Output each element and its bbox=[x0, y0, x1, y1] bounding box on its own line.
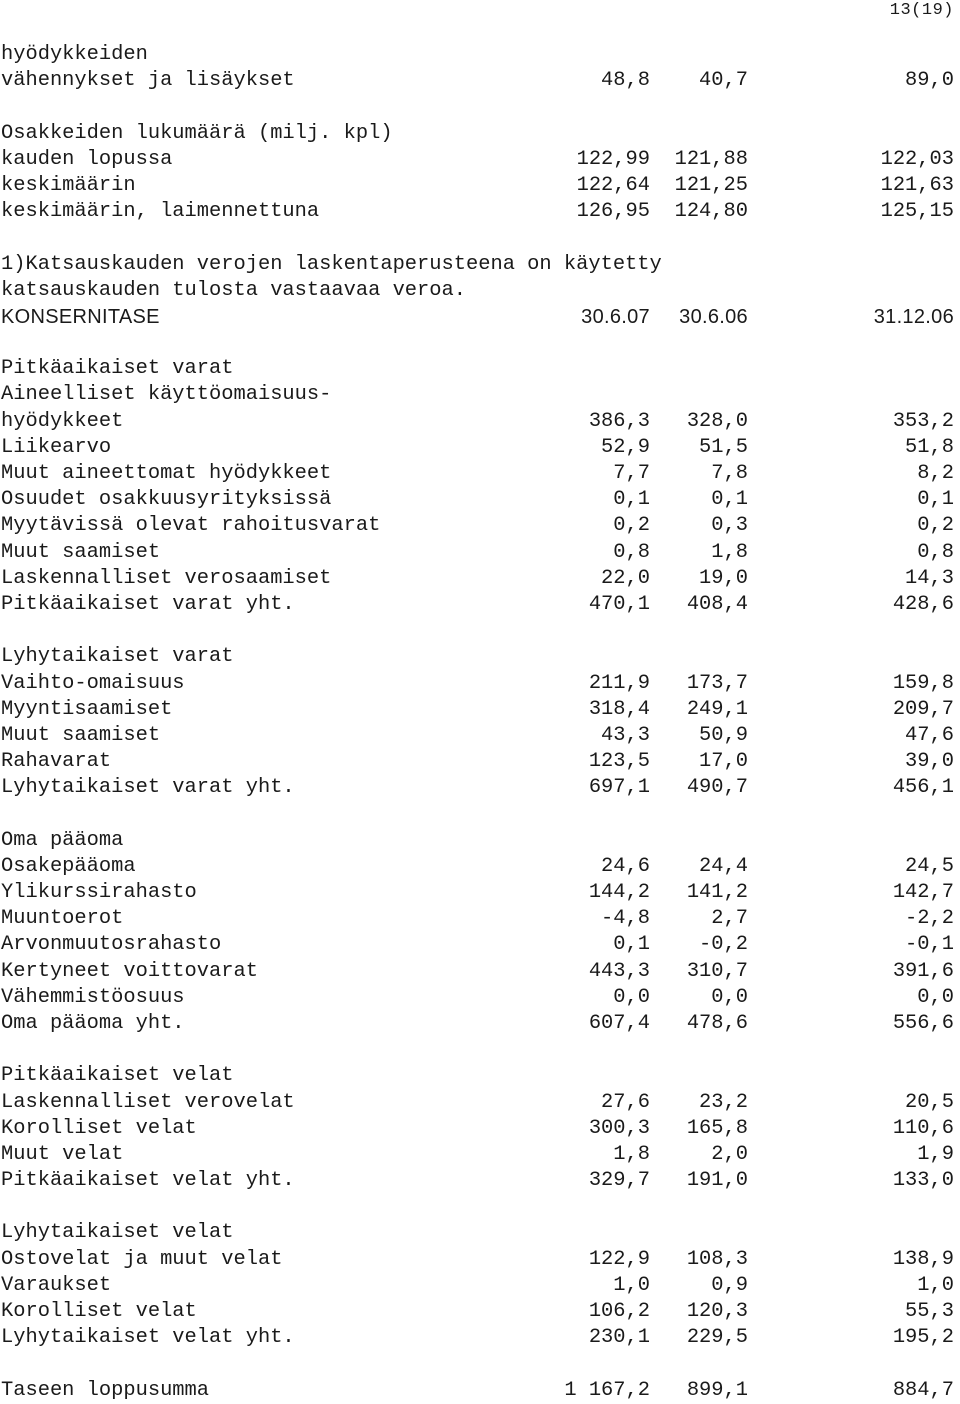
table-row bbox=[0, 1273, 960, 1299]
row-label: Pitkäaikaiset velat bbox=[1, 1064, 234, 1088]
value-column-1: 122,99 bbox=[576, 147, 650, 171]
table-row bbox=[0, 278, 960, 304]
table-row bbox=[0, 959, 960, 985]
value-column-2: 141,2 bbox=[686, 881, 748, 904]
value-column-3: 31.12.06 bbox=[873, 305, 954, 328]
row-label: Pitkäaikaiset varat yht. bbox=[1, 592, 295, 616]
row-label: Korolliset velat bbox=[1, 1116, 197, 1140]
value-column-2: 17,0 bbox=[699, 750, 748, 774]
value-column-2: 121,25 bbox=[674, 173, 748, 197]
value-column-2: 120,3 bbox=[686, 1300, 748, 1323]
row-label: Muuntoerot bbox=[1, 907, 124, 931]
value-column-1: 144,2 bbox=[588, 881, 650, 904]
value-column-2: 0,1 bbox=[711, 488, 748, 512]
value-column-2: 108,3 bbox=[686, 1247, 748, 1271]
value-column-2: 1,8 bbox=[711, 540, 748, 564]
row-label: Osuudet osakkuusyrityksissä bbox=[1, 488, 332, 512]
table-row bbox=[0, 173, 960, 199]
row-label: Pitkäaikaiset varat bbox=[1, 357, 234, 381]
value-column-3: 428,6 bbox=[892, 592, 954, 616]
row-label: Ostovelat ja muut velat bbox=[1, 1247, 283, 1271]
table-row bbox=[0, 618, 960, 644]
table-row bbox=[0, 42, 960, 68]
value-column-3: 0,1 bbox=[917, 488, 954, 512]
table-row bbox=[0, 801, 960, 827]
value-column-2: 229,5 bbox=[686, 1326, 748, 1350]
value-column-2: 124,80 bbox=[674, 200, 748, 224]
row-label: Muut velat bbox=[1, 1142, 124, 1166]
table-row bbox=[0, 671, 960, 697]
table-row bbox=[0, 121, 960, 147]
value-column-3: 110,6 bbox=[892, 1116, 954, 1140]
row-label: Vaihto-omaisuus bbox=[1, 671, 185, 695]
value-column-3: 122,03 bbox=[880, 147, 954, 171]
table-row bbox=[0, 68, 960, 94]
row-label: Lyhytaikaiset varat bbox=[1, 645, 234, 669]
row-label: Taseen loppusumma bbox=[1, 1378, 210, 1402]
value-column-3: -2,2 bbox=[905, 907, 954, 931]
value-column-1: 123,5 bbox=[588, 750, 650, 774]
section-header-row bbox=[0, 304, 960, 330]
table-row bbox=[0, 1220, 960, 1246]
row-label: Oma pääoma bbox=[1, 828, 124, 852]
row-label: 1)Katsauskauden verojen laskentaperusteena on käytetty bbox=[1, 252, 662, 276]
value-column-1: 0,1 bbox=[613, 933, 650, 957]
table-row bbox=[0, 487, 960, 513]
value-column-3: 121,63 bbox=[880, 173, 954, 197]
value-column-3: 0,8 bbox=[917, 540, 954, 564]
table-row bbox=[0, 1011, 960, 1037]
table-row bbox=[0, 880, 960, 906]
table-row bbox=[0, 540, 960, 566]
value-column-1: 607,4 bbox=[588, 1011, 650, 1035]
table-row bbox=[0, 697, 960, 723]
table-row bbox=[0, 566, 960, 592]
table-row bbox=[0, 1325, 960, 1351]
value-column-3: 47,6 bbox=[905, 723, 954, 747]
table-row bbox=[0, 1378, 960, 1404]
value-column-1: 52,9 bbox=[601, 435, 650, 459]
table-row bbox=[0, 330, 960, 356]
value-column-2: 0,0 bbox=[711, 985, 748, 1009]
value-column-1: 318,4 bbox=[588, 697, 650, 721]
value-column-1: 30.6.07 bbox=[581, 305, 650, 328]
row-label: Muut saamiset bbox=[1, 723, 161, 747]
row-label: Liikearvo bbox=[1, 435, 112, 459]
value-column-2: -0,2 bbox=[699, 933, 748, 957]
value-column-2: 24,4 bbox=[699, 854, 748, 878]
value-column-1: 22,0 bbox=[601, 566, 650, 590]
row-label: Osakepääoma bbox=[1, 854, 136, 878]
value-column-1: 7,7 bbox=[613, 462, 650, 485]
row-label: Ylikurssirahasto bbox=[1, 881, 197, 904]
value-column-3: 195,2 bbox=[892, 1326, 954, 1350]
value-column-1: 126,95 bbox=[576, 200, 650, 224]
table-row bbox=[0, 723, 960, 749]
value-column-3: 24,5 bbox=[905, 854, 954, 878]
value-column-2: 899,1 bbox=[686, 1378, 748, 1402]
value-column-1: 329,7 bbox=[588, 1169, 650, 1193]
value-column-2: 310,7 bbox=[686, 959, 748, 983]
table-row bbox=[0, 1116, 960, 1142]
value-column-1: 48,8 bbox=[601, 69, 650, 93]
table-row bbox=[0, 1299, 960, 1325]
value-column-3: 125,15 bbox=[880, 200, 954, 224]
value-column-3: 391,6 bbox=[892, 959, 954, 983]
value-column-3: 14,3 bbox=[905, 566, 954, 590]
table-row bbox=[0, 225, 960, 251]
value-column-1: -4,8 bbox=[601, 907, 650, 931]
value-column-2: 0,3 bbox=[711, 514, 748, 538]
table-row bbox=[0, 775, 960, 801]
value-column-1: 1 167,2 bbox=[564, 1378, 650, 1402]
value-column-2: 50,9 bbox=[699, 723, 748, 747]
table-row bbox=[0, 828, 960, 854]
row-label: hyödykkeiden bbox=[1, 43, 148, 66]
table-row bbox=[0, 1194, 960, 1220]
table-row bbox=[0, 592, 960, 618]
value-column-3: -0,1 bbox=[905, 933, 954, 957]
value-column-2: 2,0 bbox=[711, 1142, 748, 1166]
value-column-1: 697,1 bbox=[588, 776, 650, 800]
value-column-2: 173,7 bbox=[686, 671, 748, 695]
value-column-2: 249,1 bbox=[686, 697, 748, 721]
value-column-1: 122,64 bbox=[576, 173, 650, 197]
table-row bbox=[0, 1090, 960, 1116]
value-column-3: 159,8 bbox=[892, 671, 954, 695]
balance-sheet-document bbox=[0, 42, 960, 1404]
table-row bbox=[0, 147, 960, 173]
value-column-2: 165,8 bbox=[686, 1116, 748, 1140]
value-column-1: 1,0 bbox=[613, 1273, 650, 1297]
table-row bbox=[0, 1351, 960, 1377]
value-column-3: 51,8 bbox=[905, 435, 954, 459]
value-column-1: 0,8 bbox=[613, 540, 650, 564]
table-row bbox=[0, 356, 960, 382]
value-column-1: 211,9 bbox=[588, 671, 650, 695]
table-row bbox=[0, 1037, 960, 1063]
value-column-3: 133,0 bbox=[892, 1169, 954, 1193]
row-label: Laskennalliset verovelat bbox=[1, 1090, 295, 1114]
value-column-3: 39,0 bbox=[905, 750, 954, 774]
value-column-1: 230,1 bbox=[588, 1326, 650, 1350]
value-column-2: 121,88 bbox=[674, 147, 748, 171]
table-row bbox=[0, 382, 960, 408]
table-row bbox=[0, 854, 960, 880]
row-label: Myytävissä olevat rahoitusvarat bbox=[1, 514, 381, 538]
row-label: kauden lopussa bbox=[1, 147, 173, 171]
value-column-3: 353,2 bbox=[892, 409, 954, 433]
row-label: vähennykset ja lisäykset bbox=[1, 69, 295, 93]
row-label: KONSERNITASE bbox=[1, 305, 160, 328]
value-column-3: 89,0 bbox=[905, 69, 954, 93]
row-label: Osakkeiden lukumäärä (milj. kpl) bbox=[1, 121, 393, 145]
row-label: Myyntisaamiset bbox=[1, 697, 173, 721]
value-column-3: 209,7 bbox=[892, 697, 954, 721]
value-column-3: 142,7 bbox=[892, 881, 954, 904]
row-label: Lyhytaikaiset varat yht. bbox=[1, 776, 295, 800]
row-label: Lyhytaikaiset velat bbox=[1, 1221, 234, 1245]
value-column-3: 0,2 bbox=[917, 514, 954, 538]
value-column-3: 20,5 bbox=[905, 1090, 954, 1114]
row-label: Oma pääoma yht. bbox=[1, 1011, 185, 1035]
value-column-1: 443,3 bbox=[588, 959, 650, 983]
value-column-2: 40,7 bbox=[699, 69, 748, 93]
table-row bbox=[0, 906, 960, 932]
value-column-1: 106,2 bbox=[588, 1300, 650, 1323]
row-label: Pitkäaikaiset velat yht. bbox=[1, 1169, 295, 1193]
value-column-1: 24,6 bbox=[601, 854, 650, 878]
row-label: Rahavarat bbox=[1, 750, 112, 774]
value-column-2: 19,0 bbox=[699, 566, 748, 590]
table-row bbox=[0, 932, 960, 958]
page-number: 13(19) bbox=[889, 1, 954, 20]
table-row bbox=[0, 435, 960, 461]
table-row bbox=[0, 513, 960, 539]
value-column-1: 27,6 bbox=[601, 1090, 650, 1114]
value-column-2: 408,4 bbox=[686, 592, 748, 616]
row-label: Muut aineettomat hyödykkeet bbox=[1, 462, 332, 485]
row-label: Varaukset bbox=[1, 1273, 112, 1297]
table-row bbox=[0, 644, 960, 670]
row-label: katsauskauden tulosta vastaavaa veroa. bbox=[1, 278, 466, 302]
table-row bbox=[0, 252, 960, 278]
row-label: Korolliset velat bbox=[1, 1300, 197, 1323]
row-label: Muut saamiset bbox=[1, 540, 161, 564]
value-column-3: 556,6 bbox=[892, 1011, 954, 1035]
value-column-3: 8,2 bbox=[917, 462, 954, 485]
value-column-1: 1,8 bbox=[613, 1142, 650, 1166]
value-column-1: 0,2 bbox=[613, 514, 650, 538]
table-row bbox=[0, 749, 960, 775]
value-column-2: 2,7 bbox=[711, 907, 748, 931]
row-label: Aineelliset käyttöomaisuus- bbox=[1, 383, 332, 407]
value-column-2: 328,0 bbox=[686, 409, 748, 433]
table-row bbox=[0, 199, 960, 225]
value-column-2: 7,8 bbox=[711, 462, 748, 485]
value-column-3: 55,3 bbox=[905, 1300, 954, 1323]
row-label: Arvonmuutosrahasto bbox=[1, 933, 222, 957]
value-column-3: 1,9 bbox=[917, 1142, 954, 1166]
row-label: keskimäärin bbox=[1, 173, 136, 197]
value-column-2: 51,5 bbox=[699, 435, 748, 459]
value-column-1: 0,1 bbox=[613, 488, 650, 512]
row-label: Laskennalliset verosaamiset bbox=[1, 566, 332, 590]
table-row bbox=[0, 94, 960, 120]
value-column-1: 300,3 bbox=[588, 1116, 650, 1140]
value-column-1: 0,0 bbox=[613, 985, 650, 1009]
value-column-1: 470,1 bbox=[588, 592, 650, 616]
row-label: Kertyneet voittovarat bbox=[1, 959, 258, 983]
value-column-1: 386,3 bbox=[588, 409, 650, 433]
row-label: Lyhytaikaiset velat yht. bbox=[1, 1326, 295, 1350]
value-column-2: 0,9 bbox=[711, 1273, 748, 1297]
table-row bbox=[0, 1168, 960, 1194]
table-row bbox=[0, 985, 960, 1011]
value-column-1: 122,9 bbox=[588, 1247, 650, 1271]
value-column-1: 43,3 bbox=[601, 723, 650, 747]
value-column-3: 1,0 bbox=[917, 1273, 954, 1297]
table-row bbox=[0, 1247, 960, 1273]
table-row bbox=[0, 409, 960, 435]
row-label: keskimäärin, laimennettuna bbox=[1, 200, 320, 224]
value-column-2: 490,7 bbox=[686, 776, 748, 800]
table-row bbox=[0, 1142, 960, 1168]
row-label: Vähemmistöosuus bbox=[1, 985, 185, 1009]
row-label: hyödykkeet bbox=[1, 409, 124, 433]
value-column-2: 191,0 bbox=[686, 1169, 748, 1193]
value-column-3: 884,7 bbox=[892, 1378, 954, 1402]
value-column-3: 0,0 bbox=[917, 985, 954, 1009]
value-column-2: 23,2 bbox=[699, 1090, 748, 1114]
value-column-2: 478,6 bbox=[686, 1011, 748, 1035]
table-row bbox=[0, 1063, 960, 1089]
value-column-3: 456,1 bbox=[892, 776, 954, 800]
value-column-2: 30.6.06 bbox=[679, 305, 748, 328]
table-row bbox=[0, 461, 960, 487]
value-column-3: 138,9 bbox=[892, 1247, 954, 1271]
